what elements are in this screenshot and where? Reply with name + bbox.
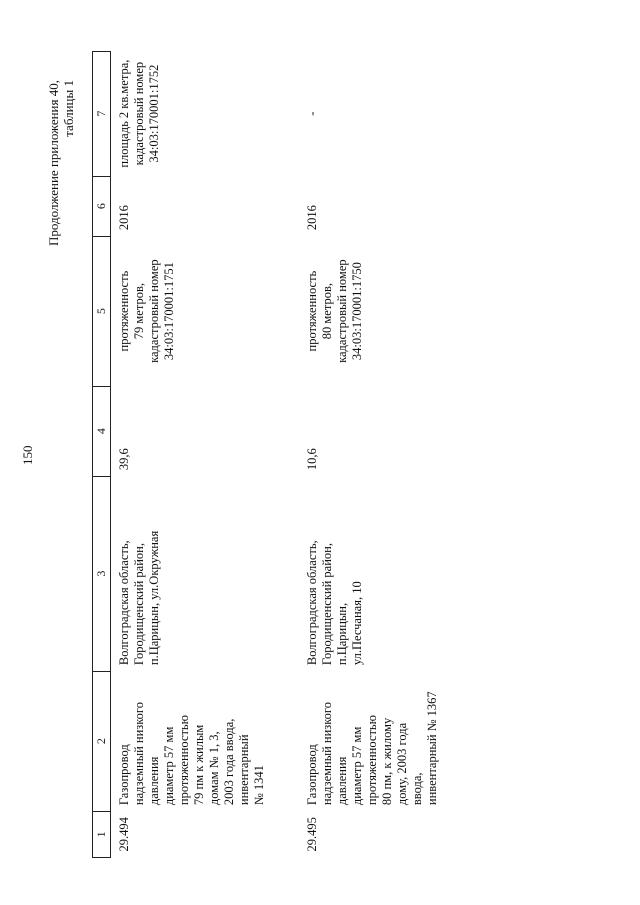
- continuation-line-2: таблицы 1: [61, 80, 76, 137]
- object-characteristics: протяженность 80 метров, кадастровый номер 34:03:170001:1750: [304, 259, 364, 363]
- object-name: Газопровод надземный низкого давления диаметр 57 мм протяженностью 80 пм, к жилому дому, 2003 года ввода, инвентарный № 1367: [304, 691, 439, 806]
- year-column-6: 2016: [304, 205, 319, 231]
- land-plot-info: -: [304, 111, 319, 116]
- col-header-5: 5: [93, 236, 111, 386]
- object-characteristics: протяженность 79 метров, кадастровый номер 34:03:170001:1751: [117, 259, 176, 363]
- col-header-2: 2: [93, 671, 111, 811]
- object-address: Волгоградская область, Городищенский район, п.Царицын, ул.Песчаная, 10: [304, 540, 364, 666]
- object-address: Волгоградская область, Городищенский район, п.Царицын, ул.Окружная: [117, 530, 161, 666]
- land-plot-info: площадь 2 кв.метра, кадастровый номер 34:03:170001:1752: [117, 59, 161, 168]
- table-row: [111, 51, 299, 857]
- page-number: 150: [20, 445, 35, 465]
- col-header-3: 3: [93, 476, 111, 671]
- row-number: 29.494: [117, 817, 131, 852]
- value-column-4: 10,6: [304, 448, 319, 471]
- year-column-6: 2016: [117, 205, 131, 231]
- value-column-4: 39,6: [117, 448, 131, 471]
- continuation-note: [46, 80, 76, 320]
- data-table: [92, 51, 442, 858]
- row-number: 29.495: [304, 817, 319, 852]
- table-row: [299, 51, 442, 857]
- col-header-7: 7: [93, 51, 111, 176]
- continuation-line-1: Продолжение приложения 40,: [46, 80, 61, 247]
- col-header-1: 1: [93, 811, 111, 857]
- col-header-6: 6: [93, 176, 111, 236]
- object-name: Газопровод надземный низкого давления диаметр 57 мм протяженностью 79 пм к жилым домам № 1, 3, 2003 года ввода, инвентарный № 1341: [117, 702, 266, 806]
- col-header-4: 4: [93, 386, 111, 476]
- header-row: [93, 51, 111, 857]
